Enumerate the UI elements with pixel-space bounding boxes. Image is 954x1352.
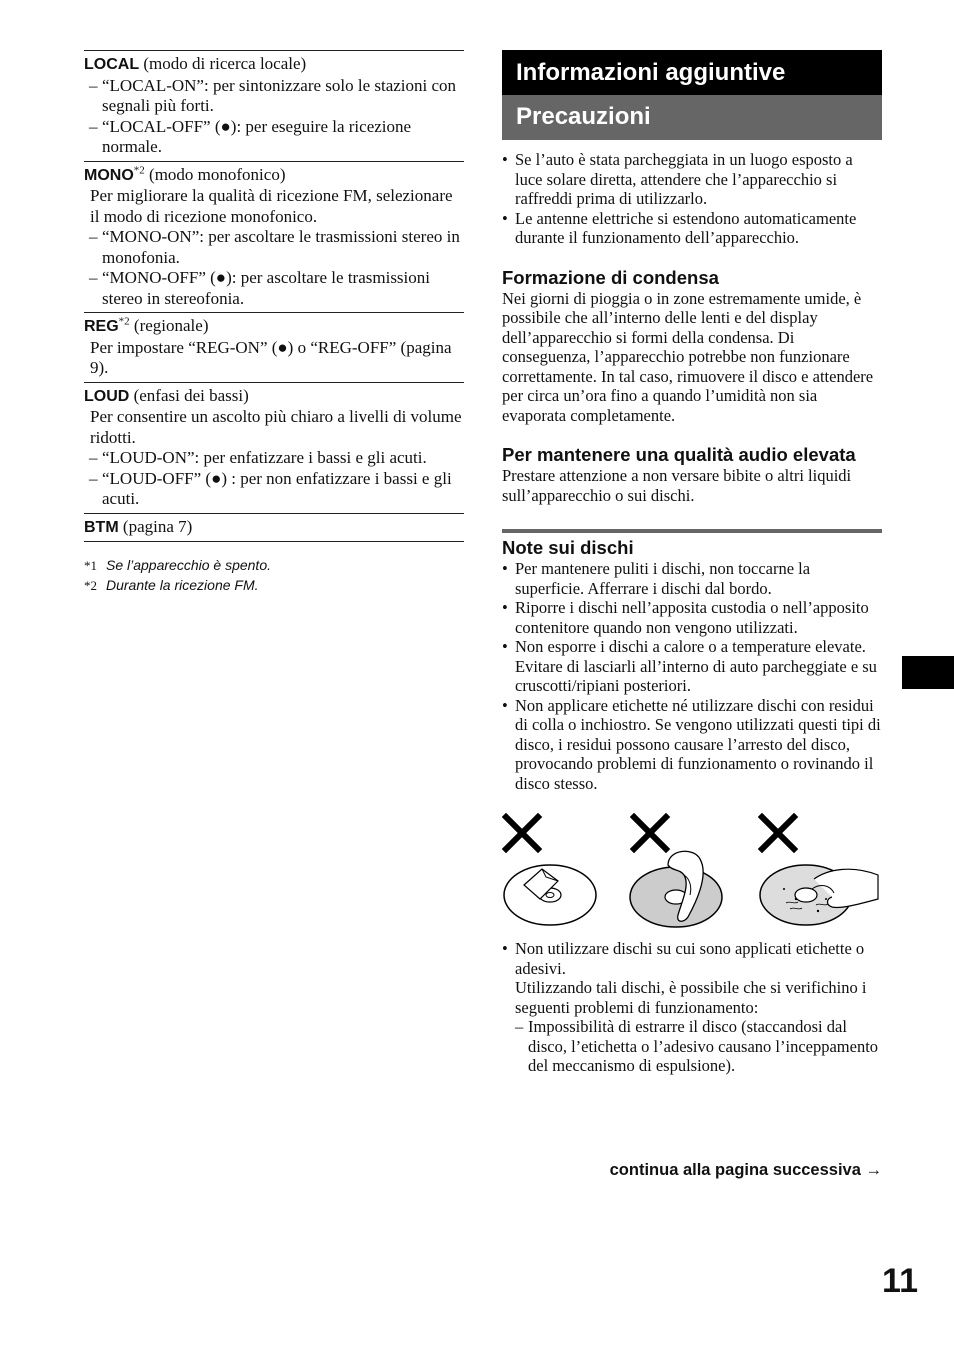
section-btm bbox=[84, 513, 464, 543]
condensa-title: Formazione di condensa bbox=[502, 266, 719, 288]
mono-item-1: – “MONO-ON”: per ascoltare le trasmissioni stereo in monofonia. bbox=[84, 227, 464, 268]
section-header: Precauzioni bbox=[502, 95, 882, 140]
footnotes bbox=[84, 556, 464, 596]
continue-note bbox=[610, 1161, 882, 1180]
continue-text: continua alla pagina successiva bbox=[609, 1161, 861, 1179]
mono-item-2: – “MONO-OFF” (●): per ascoltare le trasmissioni stereo in stereofonia. bbox=[84, 268, 464, 309]
dischi-extra-dash: – Impossibilità di estrarre il disco (staccandosi dal disco, l’etichetta o l’adesivo causano l’inceppamento del meccanismo di espulsione). bbox=[515, 1017, 882, 1076]
list-item: • Se l’auto è stata parcheggiata in un luogo esposto a luce solare diretta, attendere che l’apparecchio si raffreddi prima di utilizzarlo. bbox=[502, 150, 882, 209]
disc-with-residue-icon bbox=[756, 859, 880, 929]
qualita-body: Prestare attenzione a non versare bibite o altri liquidi sull’apparecchio o sui dischi. bbox=[502, 466, 852, 505]
reg-body: Per impostare “REG-ON” (●) o “REG-OFF” (pagina 9). bbox=[90, 337, 452, 377]
term-local-desc: (modo di ricerca locale) bbox=[143, 54, 307, 73]
list-item: • Le antenne elettriche si estendono automaticamente durante il funzionamento dell’apparecchio. bbox=[502, 209, 882, 248]
dischi-extra-para: Utilizzando tali dischi, è possibile che si verifichino i seguenti problemi di funzionamento: bbox=[515, 978, 867, 1017]
section-loud bbox=[84, 382, 464, 513]
footnote-2 bbox=[84, 576, 464, 596]
list-item: • Per mantenere puliti i dischi, non toccarne la superficie. Afferrare i dischi dal bordo. bbox=[502, 559, 882, 598]
condensa-body: Nei giorni di pioggia o in zone estremamente umide, è possibile che all’interno delle lenti e del display dell’apparecchio si formi della condensa. Di conseguenza, l’apparecchio potrebbe non funzionare correttamente. In tal caso, rimuovere il disco e attendere per circa un’ora fino a quando l’umidità non sia evaporata completamente. bbox=[502, 288, 874, 425]
footnote-mark: *2 bbox=[84, 578, 97, 593]
thumb-index-tab bbox=[902, 656, 954, 689]
term-loud: LOUD bbox=[84, 387, 130, 405]
left-column bbox=[84, 50, 464, 596]
qualita-title: Per mantenere una qualità audio elevata bbox=[502, 444, 856, 465]
dischi-list bbox=[502, 559, 882, 793]
footnote-ref: *2 bbox=[133, 163, 145, 176]
section-local bbox=[84, 50, 464, 161]
term-mono: MONO bbox=[84, 166, 134, 184]
footnote-1 bbox=[84, 556, 464, 576]
page-number: 11 bbox=[882, 1262, 918, 1300]
chapter-header: Informazioni aggiuntive bbox=[502, 50, 882, 95]
mono-body: Per migliorare la qualità di ricezione FM, selezionare il modo di ricezione monofonico. bbox=[90, 186, 453, 226]
list-item: • Riporre i dischi nell’apposita custodia o nell’apposito contenitore quando non vengono utilizzati. bbox=[502, 598, 882, 637]
footnote-text: Durante la ricezione FM. bbox=[106, 577, 259, 593]
term-reg-desc: (regionale) bbox=[133, 316, 209, 335]
term-local: LOCAL bbox=[84, 56, 140, 73]
section-divider bbox=[502, 529, 882, 533]
disc-with-tape-icon bbox=[628, 845, 728, 929]
list-item: • Non applicare etichette né utilizzare dischi con residui di colla o inchiostro. Se vengono utilizzati questi tipi di disco, i residui possono causare l’arresto del disco, provocando problemi di funzionamento o rovinando il disco stesso. bbox=[502, 696, 882, 794]
list-item: • Non utilizzare dischi su cui sono applicati etichette o adesivi. bbox=[502, 939, 882, 978]
section-mono bbox=[84, 161, 464, 313]
disc-with-label-icon bbox=[502, 863, 598, 927]
footnote-ref: *2 bbox=[118, 315, 130, 328]
footnote-text: Se l’apparecchio è spento. bbox=[106, 557, 271, 573]
term-reg: REG bbox=[84, 318, 119, 335]
list-item: • Non esporre i dischi a calore o a temperature elevate. Evitare di lasciarli all’interno di auto parcheggiate e su cruscotti/ripiani posteriori. bbox=[502, 637, 882, 696]
dischi-extra bbox=[502, 939, 882, 1076]
term-loud-desc: (enfasi dei bassi) bbox=[133, 385, 249, 405]
dischi-title: Note sui dischi bbox=[502, 537, 634, 558]
term-btm: BTM bbox=[84, 518, 119, 536]
disc-figures bbox=[502, 805, 882, 935]
cross-icon bbox=[502, 813, 542, 853]
section-reg bbox=[84, 312, 464, 382]
term-btm-desc: (pagina 7) bbox=[122, 516, 193, 536]
intro-list bbox=[502, 150, 882, 248]
local-item-2: – “LOCAL-OFF” (●): per eseguire la ricezione normale. bbox=[84, 117, 464, 158]
loud-item-1: – “LOUD-ON”: per enfatizzare i bassi e gli acuti. bbox=[84, 448, 464, 469]
right-column bbox=[502, 50, 882, 1076]
local-item-1: – “LOCAL-ON”: per sintonizzare solo le stazioni con segnali più forti. bbox=[84, 76, 464, 117]
arrow-right-icon: → bbox=[865, 1161, 882, 1179]
term-mono-desc: (modo monofonico) bbox=[149, 164, 286, 184]
cross-icon bbox=[758, 813, 798, 853]
loud-body: Per consentire un ascolto più chiaro a livelli di volume ridotti. bbox=[90, 407, 462, 447]
loud-item-2: – “LOUD-OFF” (●) : per non enfatizzare i bassi e gli acuti. bbox=[84, 469, 464, 510]
footnote-mark: *1 bbox=[84, 558, 97, 573]
